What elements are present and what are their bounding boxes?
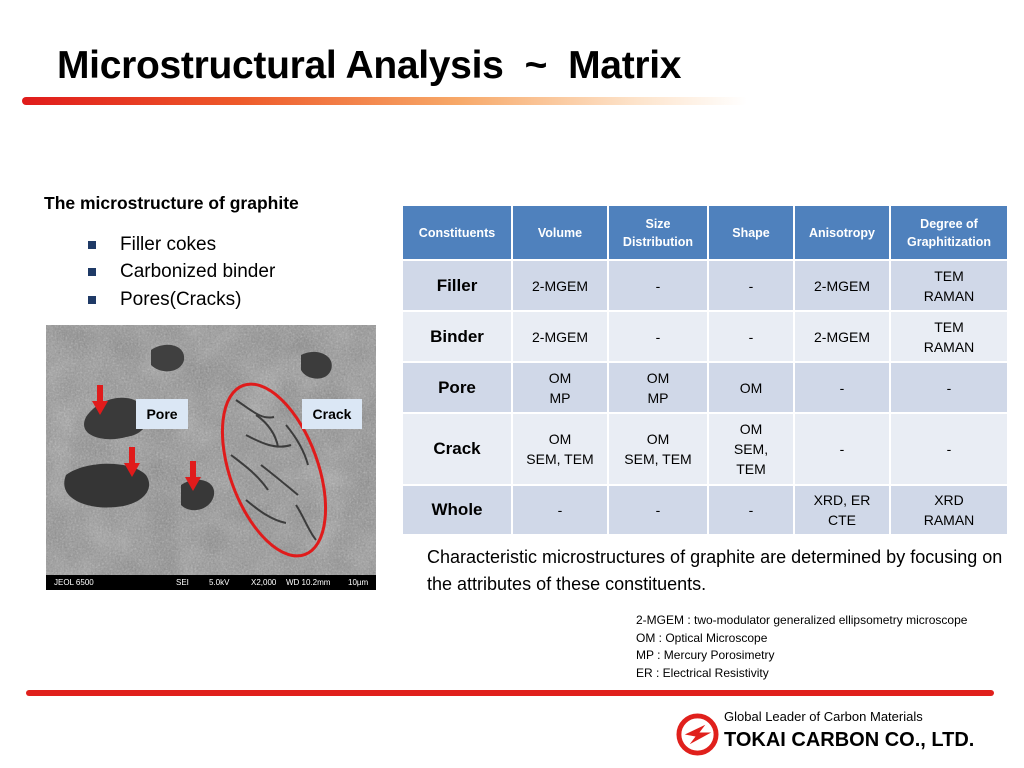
table-cell: - xyxy=(708,485,794,535)
sem-magnification: X2,000 xyxy=(251,578,277,587)
sem-micrograph-image xyxy=(46,325,376,590)
slide-title: Microstructural Analysis ~ Matrix xyxy=(57,44,682,87)
abbreviation-notes xyxy=(636,612,967,682)
table-cell: - xyxy=(794,413,890,485)
table-cell: 2-MGEM xyxy=(512,311,608,362)
footnote: 2-MGEM : two-modulator generalized ellipsometry microscope xyxy=(636,613,968,627)
row-header: Pore xyxy=(402,362,512,413)
table-cell: OM MP xyxy=(512,362,608,413)
column-header: Shape xyxy=(708,205,794,260)
constituent-list xyxy=(88,231,275,314)
bullet-square-icon xyxy=(88,268,96,276)
title-underline xyxy=(22,97,747,105)
table-cell: OM SEM, TEM xyxy=(608,413,708,485)
sem-voltage: 5.0kV xyxy=(209,578,230,587)
table-cell: - xyxy=(608,311,708,362)
footer-divider xyxy=(26,690,994,696)
footnote: MP : Mercury Porosimetry xyxy=(636,648,775,662)
list-item xyxy=(88,259,275,287)
column-header: Degree of Graphitization xyxy=(890,205,1008,260)
description-text: Characteristic microstructures of graphite are determined by focusing on the attributes of these constituents. xyxy=(427,547,1003,594)
column-header: Size Distribution xyxy=(608,205,708,260)
tokai-carbon-logo-icon xyxy=(676,713,719,756)
table-cell: - xyxy=(708,311,794,362)
section-heading: The microstructure of graphite xyxy=(44,193,299,213)
sem-working-distance: WD 10.2mm xyxy=(286,578,331,587)
column-header: Anisotropy xyxy=(794,205,890,260)
list-item-label: Carbonized binder xyxy=(120,261,276,283)
table-cell: - xyxy=(512,485,608,535)
column-header: Volume xyxy=(512,205,608,260)
table-cell: OM SEM, TEM xyxy=(708,413,794,485)
footnote: ER : Electrical Resistivity xyxy=(636,665,769,680)
crack-label: Crack xyxy=(302,399,362,429)
sem-micrograph xyxy=(46,325,376,590)
list-item xyxy=(88,231,275,259)
company-name: TOKAI CARBON CO., LTD. xyxy=(724,729,975,751)
table-cell: XRD RAMAN xyxy=(890,485,1008,535)
bullet-square-icon xyxy=(88,241,96,249)
table-row xyxy=(402,413,1008,485)
table-cell: TEM RAMAN xyxy=(890,260,1008,311)
table-cell: OM MP xyxy=(608,362,708,413)
table-cell: XRD, ER CTE xyxy=(794,485,890,535)
table-cell: - xyxy=(890,413,1008,485)
row-header: Filler xyxy=(402,260,512,311)
column-header: Constituents xyxy=(402,205,512,260)
list-item xyxy=(88,286,275,314)
table-cell: TEM RAMAN xyxy=(890,311,1008,362)
table-cell: OM SEM, TEM xyxy=(512,413,608,485)
table-cell: - xyxy=(608,260,708,311)
sem-mode: SEI xyxy=(176,578,189,587)
table-row xyxy=(402,260,1008,311)
table-cell: - xyxy=(608,485,708,535)
list-item-label: Pores(Cracks) xyxy=(120,288,242,310)
analysis-matrix-table xyxy=(401,204,1009,536)
table-cell: 2-MGEM xyxy=(512,260,608,311)
table-cell: - xyxy=(794,362,890,413)
row-header: Whole xyxy=(402,485,512,535)
table-cell: 2-MGEM xyxy=(794,311,890,362)
table-row xyxy=(402,485,1008,535)
table-header-row xyxy=(402,205,1008,260)
row-header: Crack xyxy=(402,413,512,485)
table-cell: - xyxy=(708,260,794,311)
bullet-square-icon xyxy=(88,296,96,304)
sem-scale: 10µm xyxy=(348,578,369,587)
pore-label: Pore xyxy=(136,399,188,429)
sem-info-bar xyxy=(46,575,376,590)
footnote: OM : Optical Microscope xyxy=(636,630,768,645)
table-cell: OM xyxy=(708,362,794,413)
table-row xyxy=(402,362,1008,413)
list-item-label: Filler cokes xyxy=(120,233,217,255)
table-cell: - xyxy=(890,362,1008,413)
sem-instrument: JEOL 6500 xyxy=(54,578,94,587)
table-row xyxy=(402,311,1008,362)
table-cell: 2-MGEM xyxy=(794,260,890,311)
row-header: Binder xyxy=(402,311,512,362)
table-body xyxy=(402,260,1008,535)
company-tagline: Global Leader of Carbon Materials xyxy=(724,709,923,724)
